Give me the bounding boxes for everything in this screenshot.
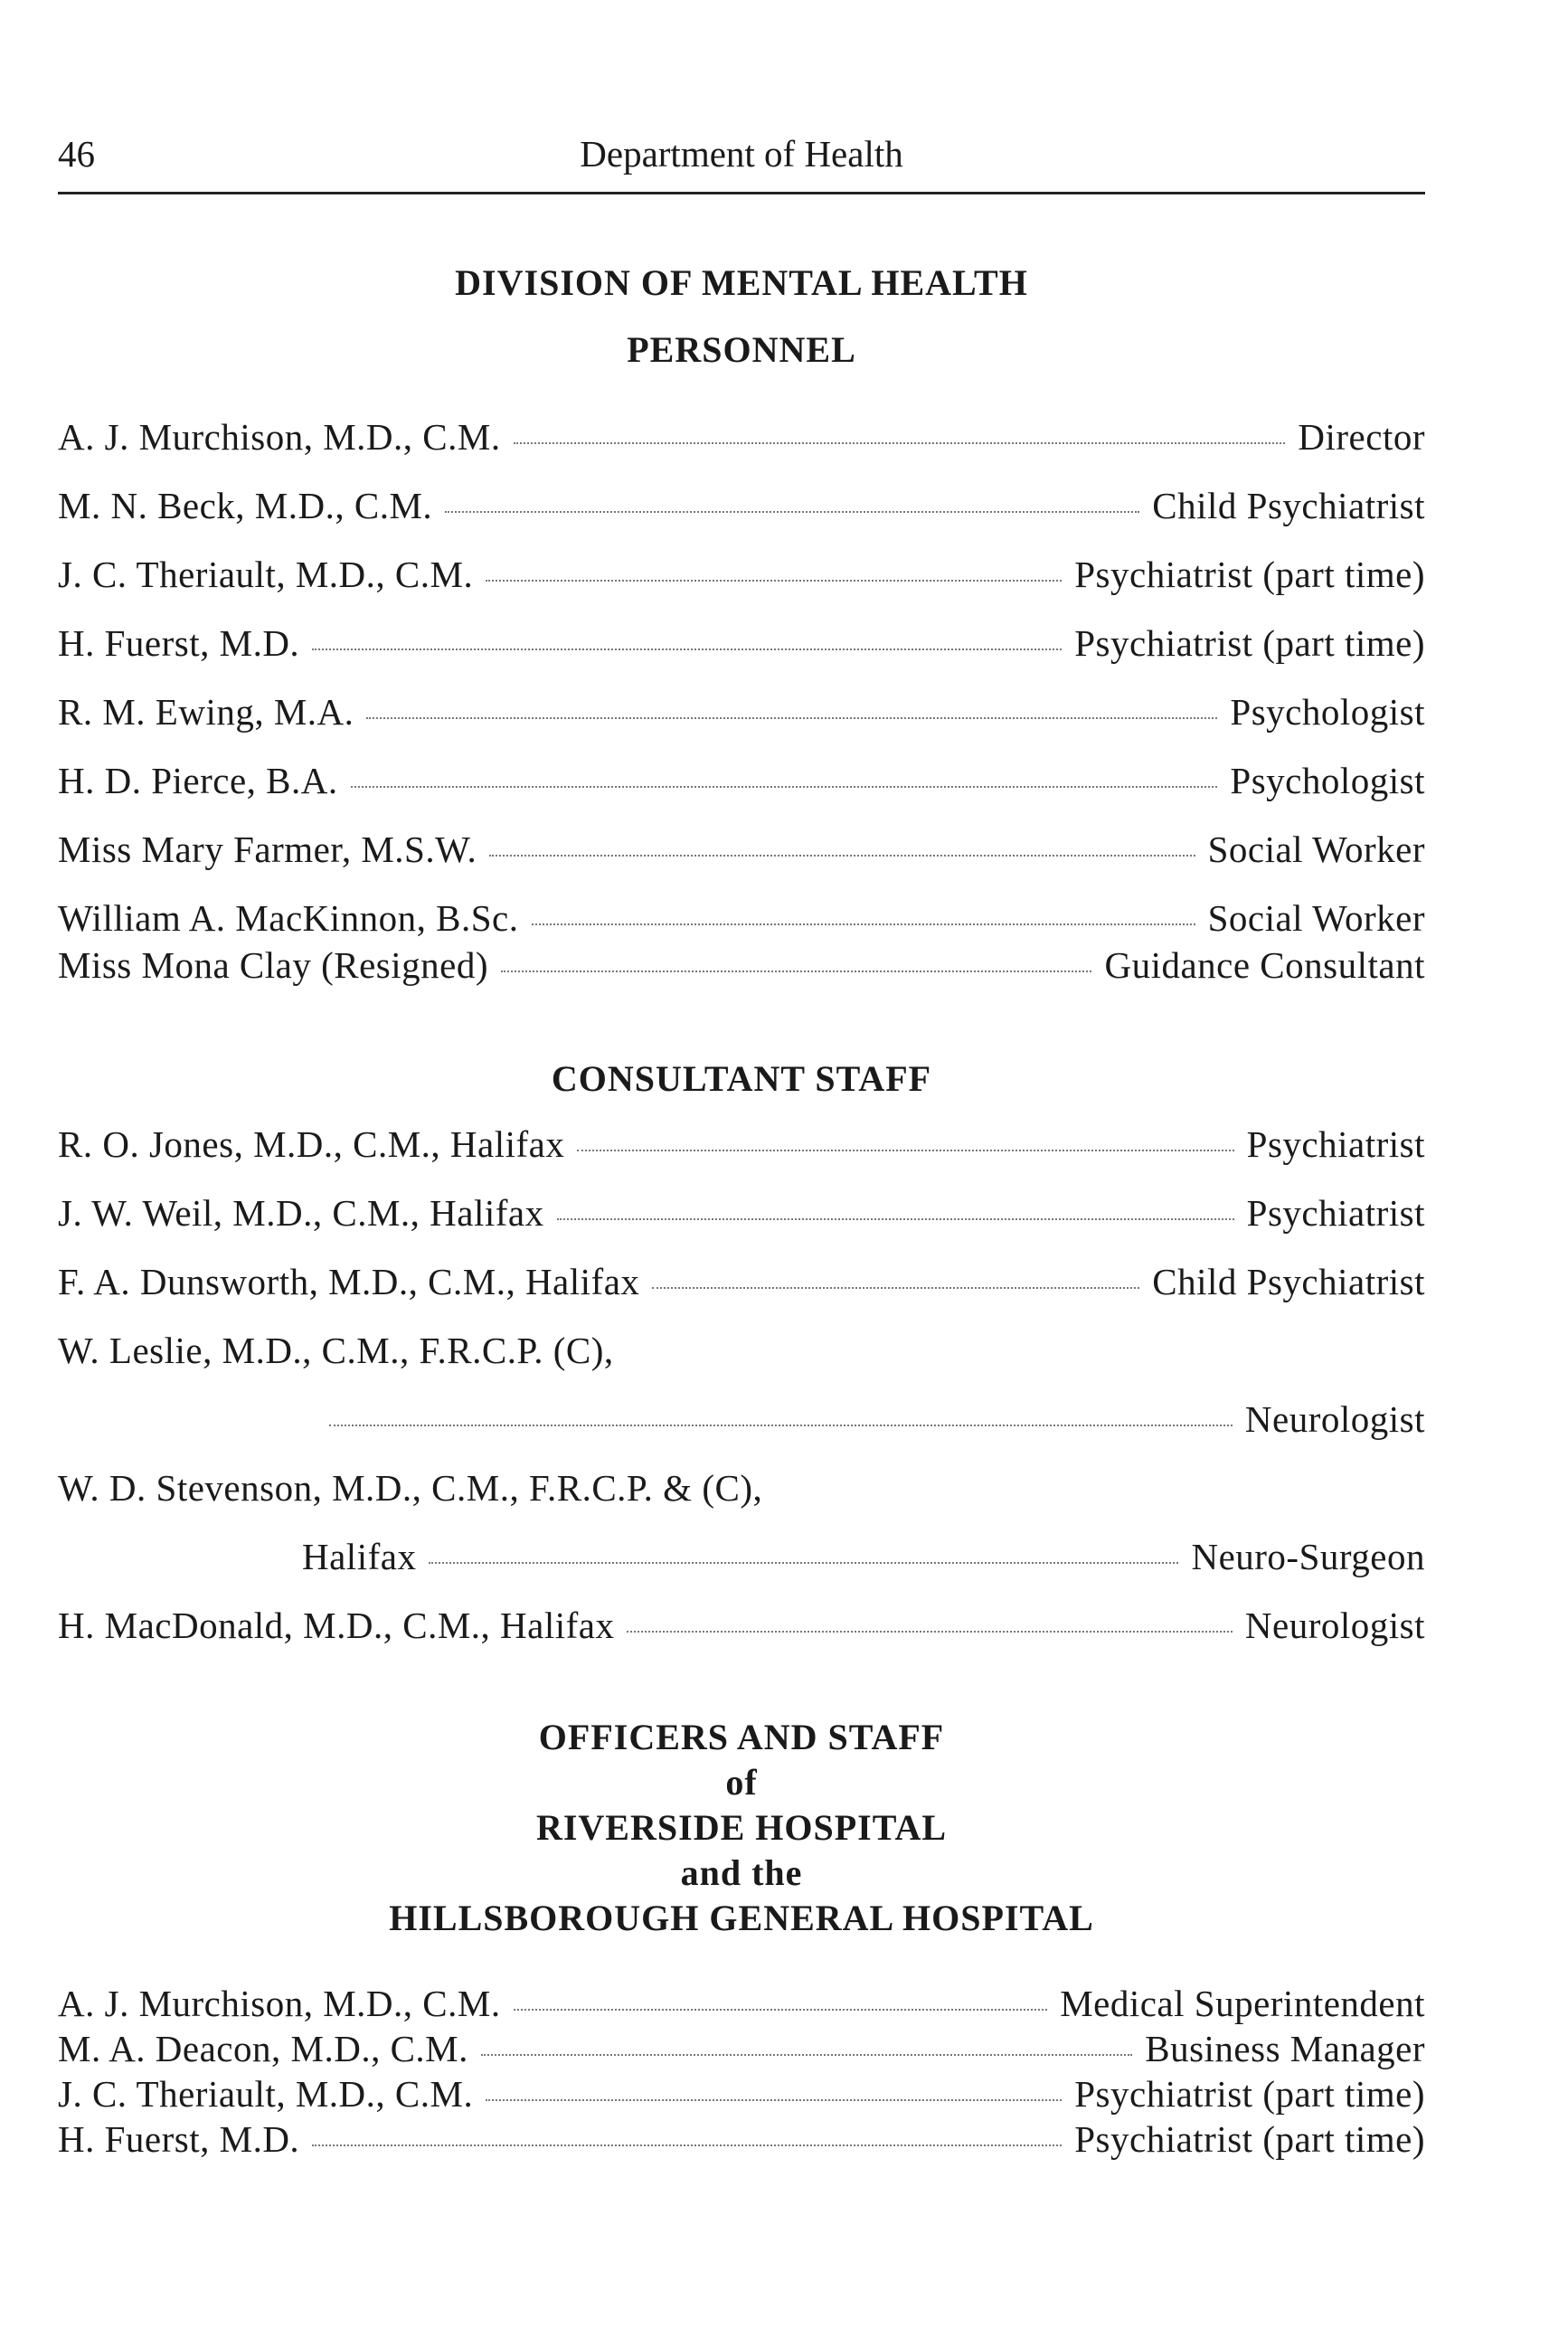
division-title: DIVISION OF MENTAL HEALTH: [455, 262, 1028, 303]
entry-role: Social Worker: [1207, 897, 1425, 939]
entry-role: Child Psychiatrist: [1152, 485, 1425, 526]
entry-name: A. J. Murchison, M.D., C.M.: [58, 416, 501, 458]
officers-title-line: RIVERSIDE HOSPITAL: [535, 1807, 948, 1848]
document-page: [58, 127, 1425, 2162]
consultant-entry: [58, 1190, 1425, 1236]
dot-leader: [486, 2099, 1062, 2101]
dot-leader: [351, 786, 1218, 788]
consultant-entry: [58, 1259, 1425, 1304]
officers-heading: [58, 1715, 1425, 1941]
division-subtitle: PERSONNEL: [627, 329, 856, 370]
entry-name: H. D. Pierce, B.A.: [58, 760, 338, 801]
running-head: [58, 127, 1425, 181]
officers-title-line: and the: [680, 1852, 803, 1893]
dot-leader: [489, 855, 1195, 857]
dot-leader: [481, 2054, 1132, 2056]
dot-leader: [557, 1218, 1234, 1220]
consultant-title: CONSULTANT STAFF: [551, 1058, 932, 1099]
officers-title-line: HILLSBOROUGH GENERAL HOSPITAL: [389, 1898, 1094, 1938]
entry-role: Psychiatrist: [1246, 1192, 1425, 1234]
entry-name: F. A. Dunsworth, M.D., C.M., Halifax: [58, 1261, 640, 1302]
officers-title-line: of: [725, 1762, 758, 1803]
officer-entry: [58, 2071, 1425, 2116]
entry-name: Miss Mona Clay (Resigned): [58, 944, 488, 986]
entry-name: R. M. Ewing, M.A.: [58, 691, 354, 733]
entry-name: J. C. Theriault, M.D., C.M.: [58, 554, 474, 595]
consultant-entry-name-line: W. Leslie, M.D., C.M., F.R.C.P. (C),: [58, 1330, 614, 1371]
personnel-entry: [58, 552, 1425, 597]
personnel-entry: [58, 942, 1425, 988]
entry-role: Director: [1298, 416, 1425, 458]
entry-role: Psychiatrist (part time): [1074, 622, 1425, 664]
page-number: 46: [58, 133, 95, 175]
entry-role: Psychologist: [1230, 691, 1425, 733]
consultant-entry: [58, 1396, 1425, 1442]
entry-role: Business Manager: [1145, 2028, 1425, 2069]
officers-title-line: OFFICERS AND STAFF: [538, 1717, 945, 1757]
entry-name: William A. MacKinnon, B.Sc.: [58, 897, 519, 939]
entry-name: Miss Mary Farmer, M.S.W.: [58, 828, 477, 870]
personnel-entry: [58, 758, 1425, 803]
running-title: Department of Health: [580, 133, 903, 175]
entry-name: H. Fuerst, M.D.: [58, 622, 300, 664]
personnel-entry: [58, 483, 1425, 528]
entry-role: Child Psychiatrist: [1152, 1261, 1425, 1302]
entry-name-continuation: Halifax: [302, 1536, 417, 1577]
entry-name: M. N. Beck, M.D., C.M.: [58, 485, 433, 526]
entry-role: Psychiatrist: [1246, 1123, 1425, 1165]
entry-role: Psychiatrist (part time): [1074, 554, 1425, 595]
dot-leader: [514, 442, 1286, 444]
entry-name: H. MacDonald, M.D., C.M., Halifax: [58, 1605, 615, 1646]
entry-role: Guidance Consultant: [1104, 944, 1425, 986]
dot-leader: [532, 923, 1195, 925]
dot-leader: [501, 970, 1091, 972]
personnel-list: [58, 414, 1425, 988]
officer-entry: [58, 1981, 1425, 2026]
entry-role: Neuro-Surgeon: [1191, 1536, 1425, 1577]
entry-role: Psychiatrist (part time): [1074, 2118, 1425, 2160]
dot-leader: [627, 1631, 1232, 1633]
personnel-entry: [58, 620, 1425, 666]
entry-name: J. W. Weil, M.D., C.M., Halifax: [58, 1192, 544, 1234]
consultant-entry: [58, 1122, 1425, 1167]
dot-leader: [329, 1425, 1233, 1426]
entry-name: M. A. Deacon, M.D., C.M.: [58, 2028, 468, 2069]
entry-role: Psychologist: [1230, 760, 1425, 801]
entry-role: Social Worker: [1207, 828, 1425, 870]
dot-leader: [486, 580, 1062, 582]
dot-leader: [577, 1150, 1233, 1151]
officers-list: [58, 1981, 1425, 2162]
consultant-list: [58, 1122, 1425, 1648]
entry-name: A. J. Murchison, M.D., C.M.: [58, 1983, 501, 2024]
entry-role: Psychiatrist (part time): [1074, 2073, 1425, 2115]
consultant-entry: [58, 1534, 1425, 1579]
personnel-entry: [58, 895, 1425, 941]
officer-entry: [58, 2026, 1425, 2071]
dot-leader: [312, 649, 1062, 650]
dot-leader: [514, 2009, 1048, 2011]
entry-role: Neurologist: [1244, 1605, 1425, 1646]
entry-name: R. O. Jones, M.D., C.M., Halifax: [58, 1123, 565, 1165]
consultant-entry: [58, 1603, 1425, 1648]
entry-role: Medical Superintendent: [1060, 1983, 1425, 2024]
header-rule: [58, 192, 1425, 194]
entry-role: Neurologist: [1244, 1398, 1425, 1440]
officer-entry: [58, 2116, 1425, 2162]
entry-name: J. C. Theriault, M.D., C.M.: [58, 2073, 474, 2115]
dot-leader: [312, 2144, 1062, 2146]
personnel-entry: [58, 414, 1425, 459]
dot-leader: [652, 1287, 1139, 1289]
dot-leader: [429, 1562, 1178, 1564]
personnel-entry: [58, 827, 1425, 872]
entry-name: H. Fuerst, M.D.: [58, 2118, 300, 2160]
dot-leader: [445, 511, 1139, 513]
personnel-entry: [58, 689, 1425, 734]
consultant-entry-name-line: W. D. Stevenson, M.D., C.M., F.R.C.P. & (C),: [58, 1467, 763, 1509]
dot-leader: [366, 717, 1217, 719]
